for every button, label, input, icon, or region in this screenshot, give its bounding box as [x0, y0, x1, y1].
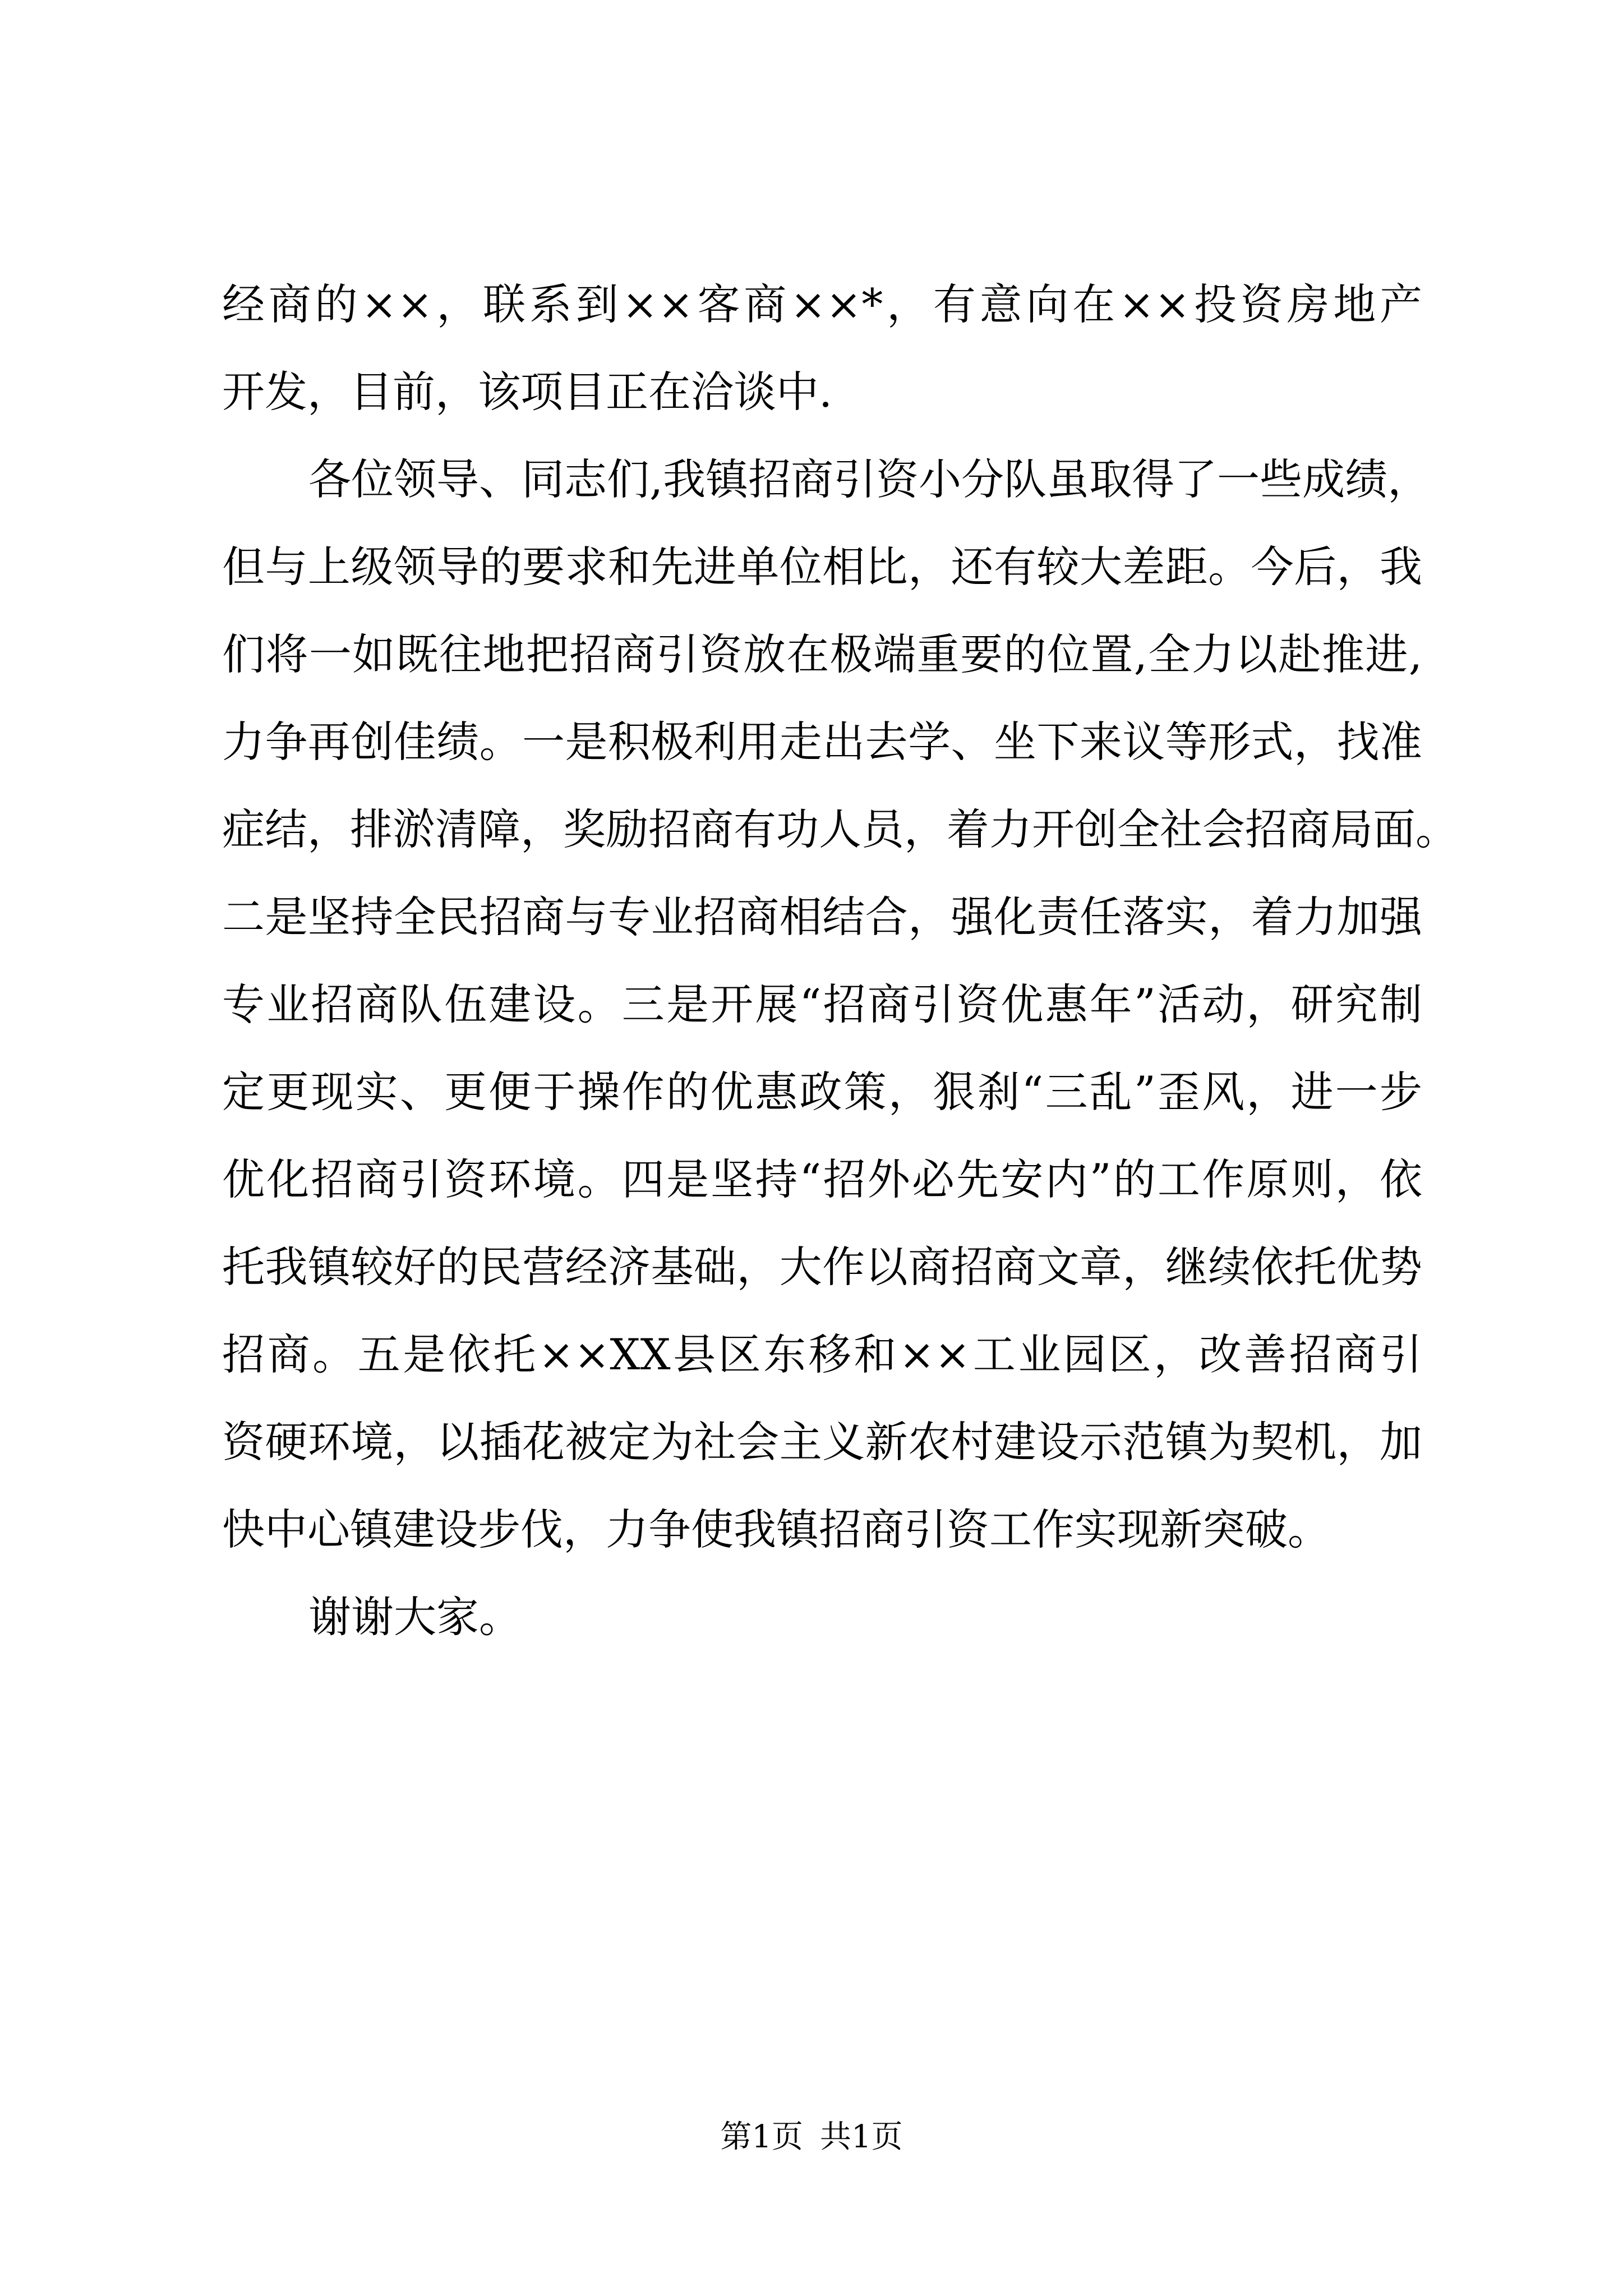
text-line: 快中心镇建设步伐，力争使我镇招商引资工作实现新突破。	[222, 1504, 1330, 1554]
text-line: 二是坚持全民招商与专业招商相结合，强化责任落实，着力加强	[222, 892, 1422, 942]
paragraph-start-line: 各位领导、同志们,我镇招商引资小分队虽取得了一些成绩，	[308, 454, 1431, 504]
text-line: 优化招商引资环境。四是坚持“招外必先安内”的工作原则，依	[222, 1154, 1422, 1204]
text-line: 招商。五是依托××XX县区东移和××工业园区，改善招商引	[222, 1329, 1422, 1379]
text-line: 症结，排淤清障，奖励招商有功人员，着力开创全社会招商局面。	[222, 804, 1458, 854]
text-line: 但与上级领导的要求和先进单位相比，还有较大差距。今后，我	[222, 542, 1422, 592]
page-footer	[0, 2115, 1623, 2160]
text-line: 托我镇较好的民营经济基础，大作以商招商文章，继续依托优势	[222, 1242, 1422, 1292]
page-total: 共1页	[820, 2119, 903, 2155]
document-body	[222, 261, 1458, 1661]
text-line: 开发，目前，该项目正在洽谈中.	[222, 367, 833, 417]
closing-line: 谢谢大家。	[308, 1592, 522, 1642]
text-line: 定更现实、更便于操作的优惠政策，狠刹“三乱”歪风，进一步	[222, 1067, 1422, 1117]
text-line: 专业招商队伍建设。三是开展“招商引资优惠年”活动，研究制	[222, 979, 1422, 1029]
text-line: 经商的××，联系到××客商××*，有意向在××投资房地产	[222, 279, 1422, 329]
page-number: 第1页	[720, 2119, 803, 2155]
text-line: 力争再创佳绩。一是积极利用走出去学、坐下来议等形式，找准	[222, 717, 1422, 767]
text-line: 资硬环境，以插花被定为社会主义新农村建设示范镇为契机，加	[222, 1417, 1422, 1467]
text-line: 们将一如既往地把招商引资放在极端重要的位置,全力以赴推进,	[222, 629, 1422, 679]
